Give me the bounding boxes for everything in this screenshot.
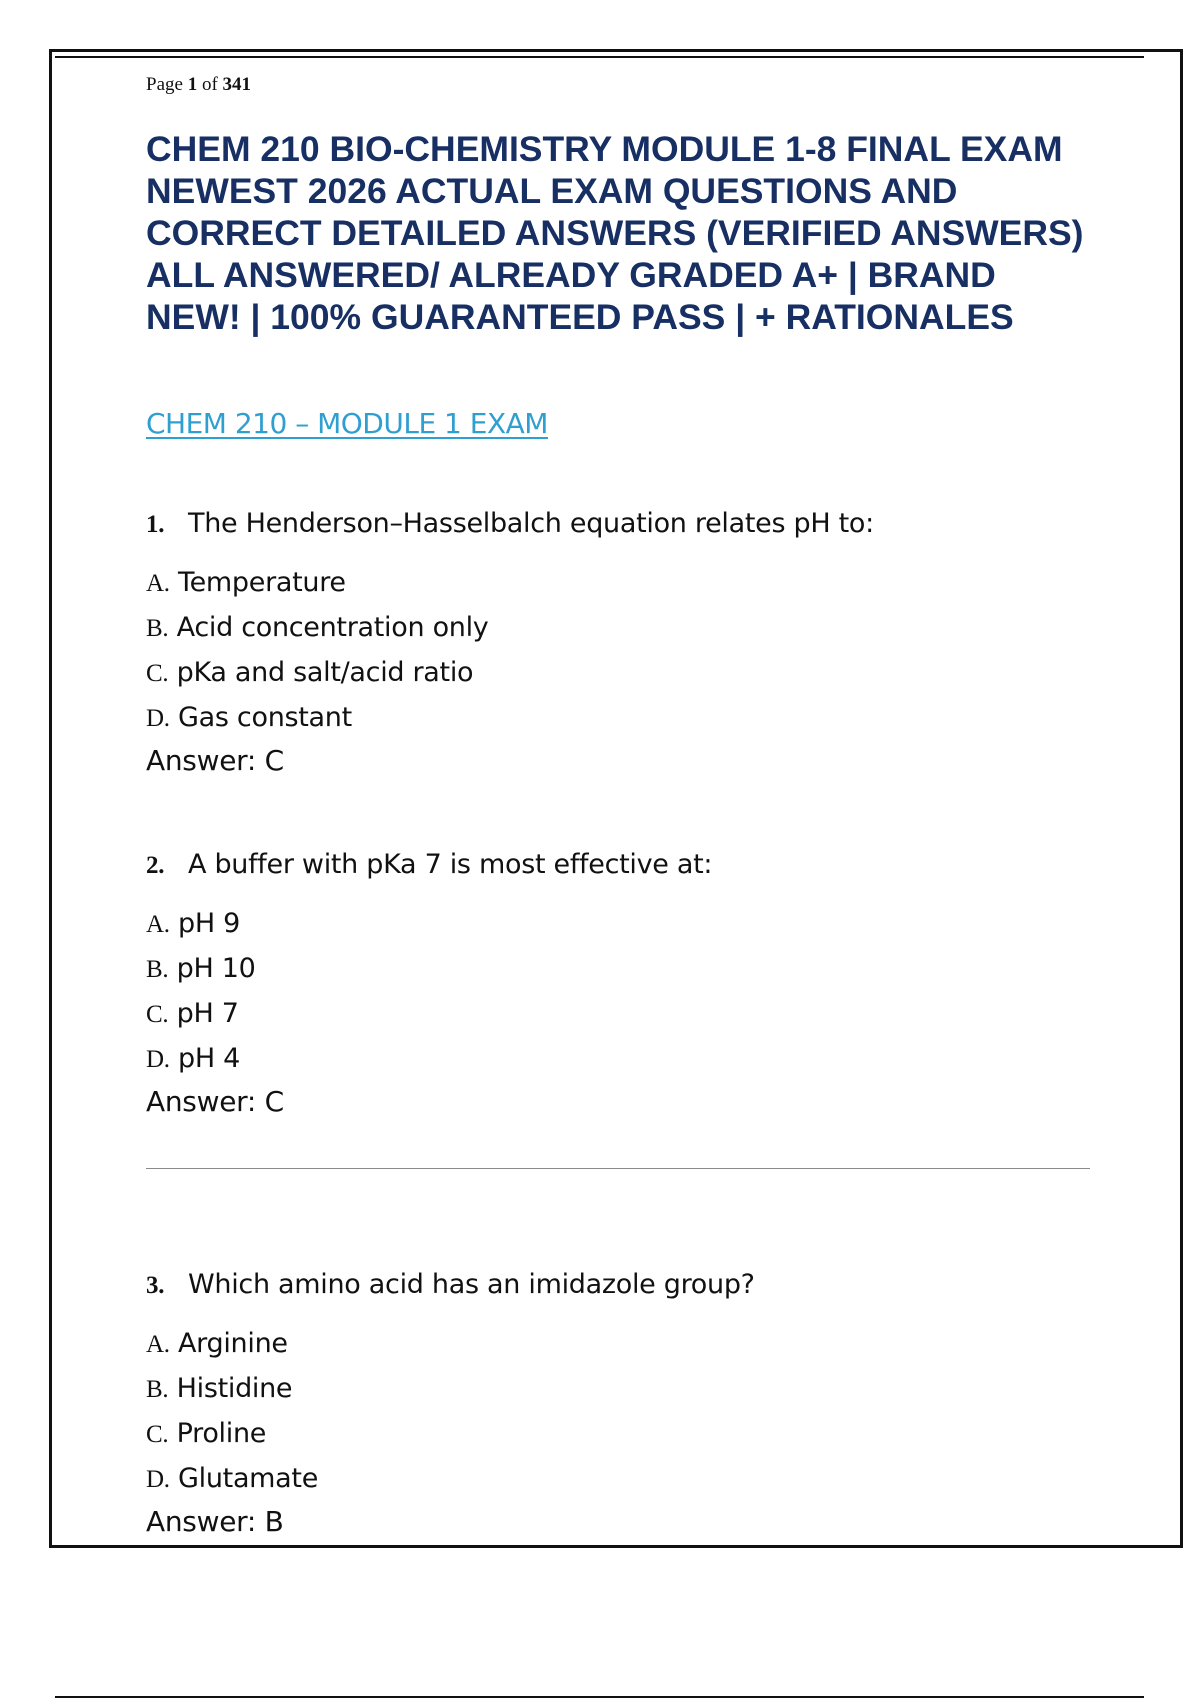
option-b [146, 606, 1126, 651]
question-3 [146, 1267, 1126, 1542]
option-letter: B. [146, 956, 169, 983]
option-letter: D. [146, 1466, 170, 1493]
option-c [146, 1412, 1126, 1457]
option-letter: A. [146, 911, 170, 938]
options-list [146, 902, 1126, 1082]
page-total: 341 [222, 74, 252, 95]
option-text: Temperature [178, 567, 346, 598]
option-text: pH 9 [178, 908, 241, 939]
top-rule [55, 56, 1144, 58]
section-heading-link[interactable]: CHEM 210 – MODULE 1 EXAM [146, 407, 548, 440]
title-line: CHEM 210 BIO-CHEMISTRY MODULE 1-8 FINAL EXAM [146, 129, 1063, 169]
option-a [146, 902, 1126, 947]
option-d [146, 1037, 1126, 1082]
option-text: Acid concentration only [176, 612, 489, 643]
option-letter: B. [146, 1376, 169, 1403]
option-text: Arginine [178, 1328, 288, 1359]
option-b [146, 947, 1126, 992]
option-c [146, 651, 1126, 696]
option-text: Glutamate [178, 1463, 319, 1494]
answer: Answer: C [146, 744, 284, 777]
question-1 [146, 506, 1126, 781]
option-text: pH 4 [178, 1043, 241, 1074]
question-text [146, 1267, 1126, 1304]
question-text [146, 506, 1126, 543]
option-letter: D. [146, 705, 170, 732]
answer: Answer: B [146, 1505, 284, 1538]
option-text: Gas constant [178, 702, 352, 733]
question-prompt: A buffer with pKa 7 is most effective at: [188, 849, 713, 880]
question-prompt: The Henderson–Hasselbalch equation relates pH to: [188, 508, 874, 539]
question-number: 3. [146, 1272, 165, 1299]
option-d [146, 1457, 1126, 1502]
option-letter: C. [146, 660, 169, 687]
question-2 [146, 847, 1126, 1122]
bottom-rule [55, 1696, 1144, 1698]
question-prompt: Which amino acid has an imidazole group? [188, 1269, 755, 1300]
option-a [146, 561, 1126, 606]
option-letter: C. [146, 1421, 169, 1448]
question-number: 1. [146, 511, 165, 538]
document-title [146, 128, 1126, 338]
option-text: pKa and salt/acid ratio [176, 657, 474, 688]
option-text: Histidine [176, 1373, 293, 1404]
title-line: NEWEST 2026 ACTUAL EXAM QUESTIONS AND [146, 171, 958, 211]
page-current: 1 [187, 74, 198, 95]
option-letter: A. [146, 570, 170, 597]
option-a [146, 1322, 1126, 1367]
option-letter: B. [146, 615, 169, 642]
options-list [146, 1322, 1126, 1502]
option-d [146, 696, 1126, 741]
title-line: CORRECT DETAILED ANSWERS (VERIFIED ANSWERS) [146, 213, 1084, 253]
page-label: Page [146, 74, 183, 95]
title-line: ALL ANSWERED/ ALREADY GRADED A+ | BRAND [146, 255, 996, 295]
page-number [146, 72, 1126, 98]
option-b [146, 1367, 1126, 1412]
option-letter: D. [146, 1046, 170, 1073]
page-of: of [201, 74, 218, 95]
answer: Answer: C [146, 1085, 284, 1118]
option-text: pH 10 [176, 953, 256, 984]
question-text [146, 847, 1126, 884]
question-number: 2. [146, 852, 165, 879]
option-text: pH 7 [176, 998, 239, 1029]
document-content [146, 72, 1126, 1542]
option-letter: A. [146, 1331, 170, 1358]
option-text: Proline [176, 1418, 267, 1449]
option-letter: C. [146, 1001, 169, 1028]
section-divider [146, 1168, 1090, 1169]
title-line: NEW! | 100% GUARANTEED PASS | + RATIONALES [146, 297, 1014, 337]
options-list [146, 561, 1126, 741]
option-c [146, 992, 1126, 1037]
